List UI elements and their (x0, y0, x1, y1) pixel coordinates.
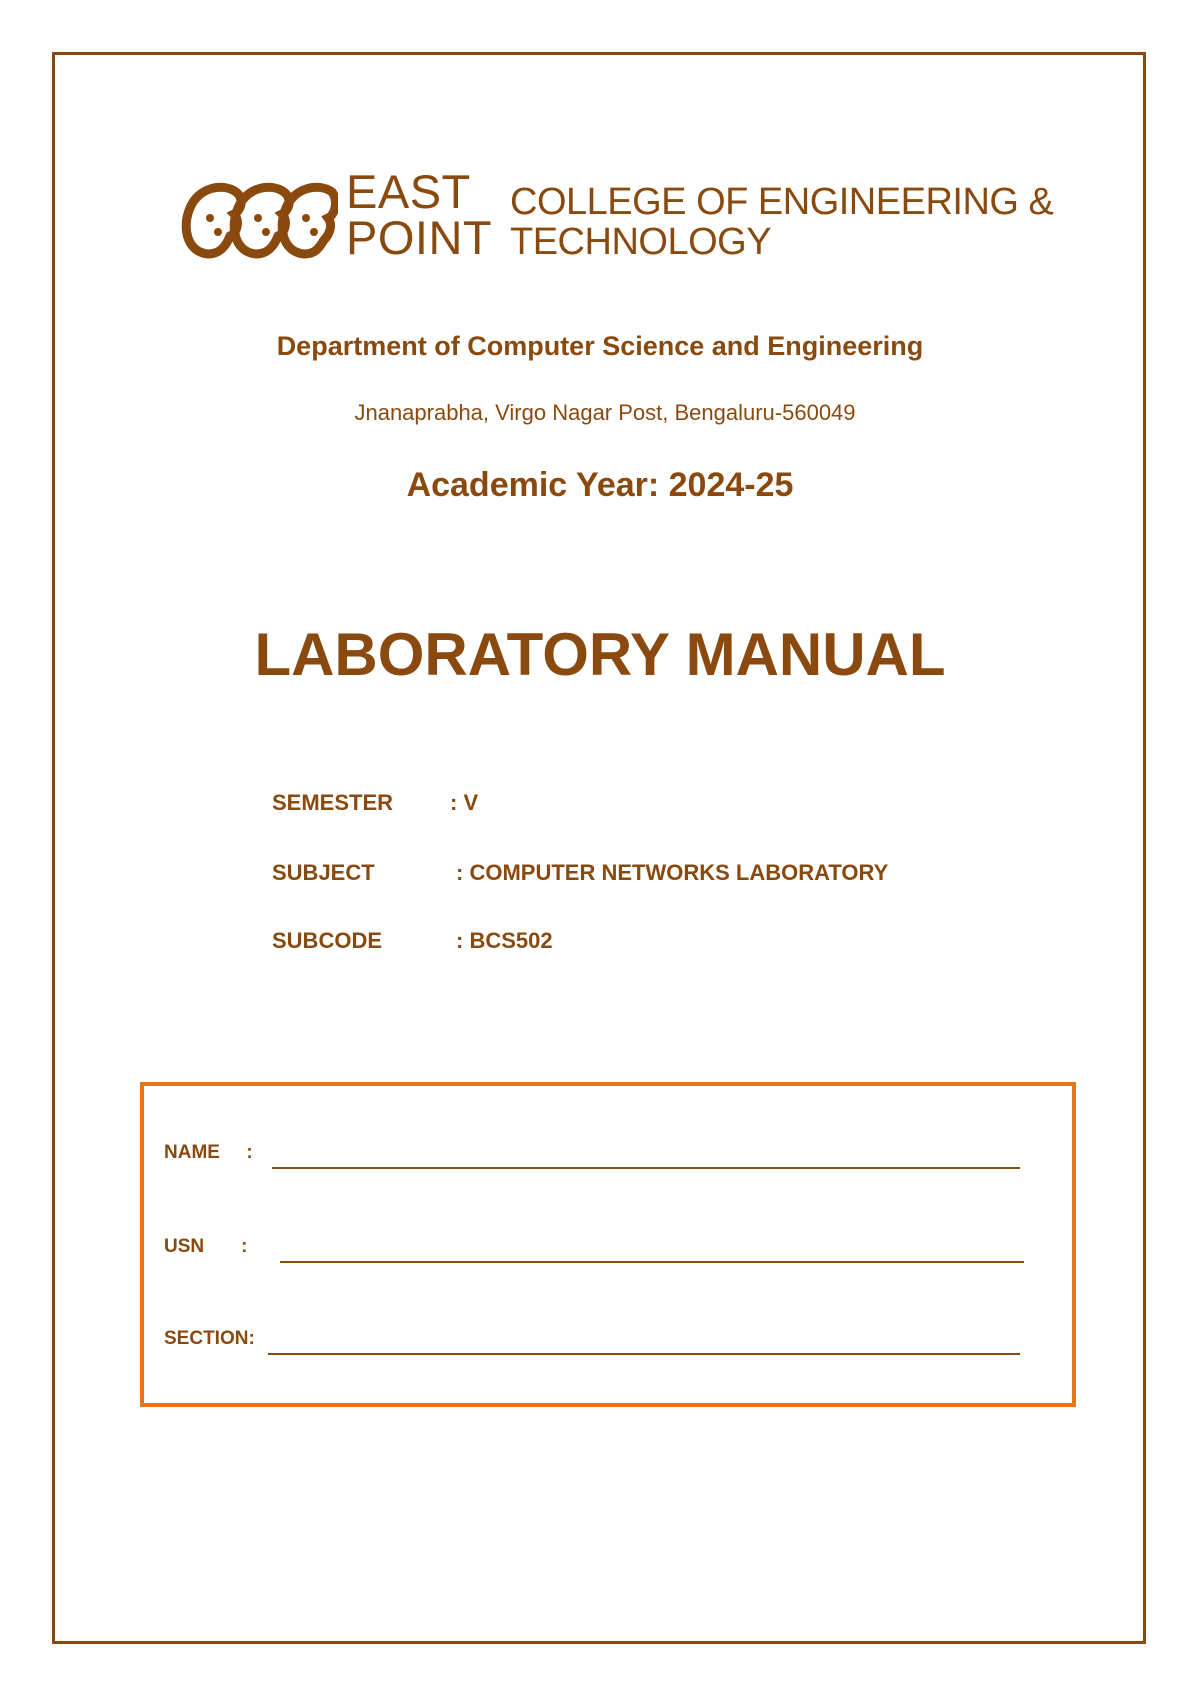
logo-brand-point: POINT (346, 211, 493, 264)
college-address: Jnanaprabha, Virgo Nagar Post, Bengaluru-560049 (354, 400, 856, 425)
subcode-label: SUBCODE (272, 928, 383, 953)
three-heads-logo-icon (178, 174, 338, 264)
department-name: Department of Computer Science and Engineering (276, 331, 924, 361)
usn-label: USN : (164, 1236, 248, 1257)
subject-label: SUBJECT (272, 860, 375, 885)
section-input-line[interactable] (268, 1353, 1020, 1355)
semester-label: SEMESTER (272, 790, 394, 815)
student-details-box (140, 1082, 1076, 1407)
academic-year: Academic Year: 2024-25 (406, 466, 794, 504)
logo-college-name: COLLEGE OF ENGINEERING & (510, 181, 1054, 223)
name-label: NAME : (164, 1142, 253, 1163)
subcode-value: : BCS502 (456, 928, 553, 953)
name-input-line[interactable] (272, 1167, 1020, 1169)
logo-college-name-technology: TECHNOLOGY (510, 221, 772, 263)
subject-value: : COMPUTER NETWORKS LABORATORY (456, 860, 889, 885)
section-label: SECTION: (164, 1328, 255, 1349)
manual-title: LABORATORY MANUAL (254, 621, 946, 688)
usn-input-line[interactable] (280, 1261, 1024, 1263)
semester-value: : V (450, 790, 479, 815)
college-logo (178, 165, 1054, 274)
logo-brand-east: EAST (346, 165, 471, 218)
